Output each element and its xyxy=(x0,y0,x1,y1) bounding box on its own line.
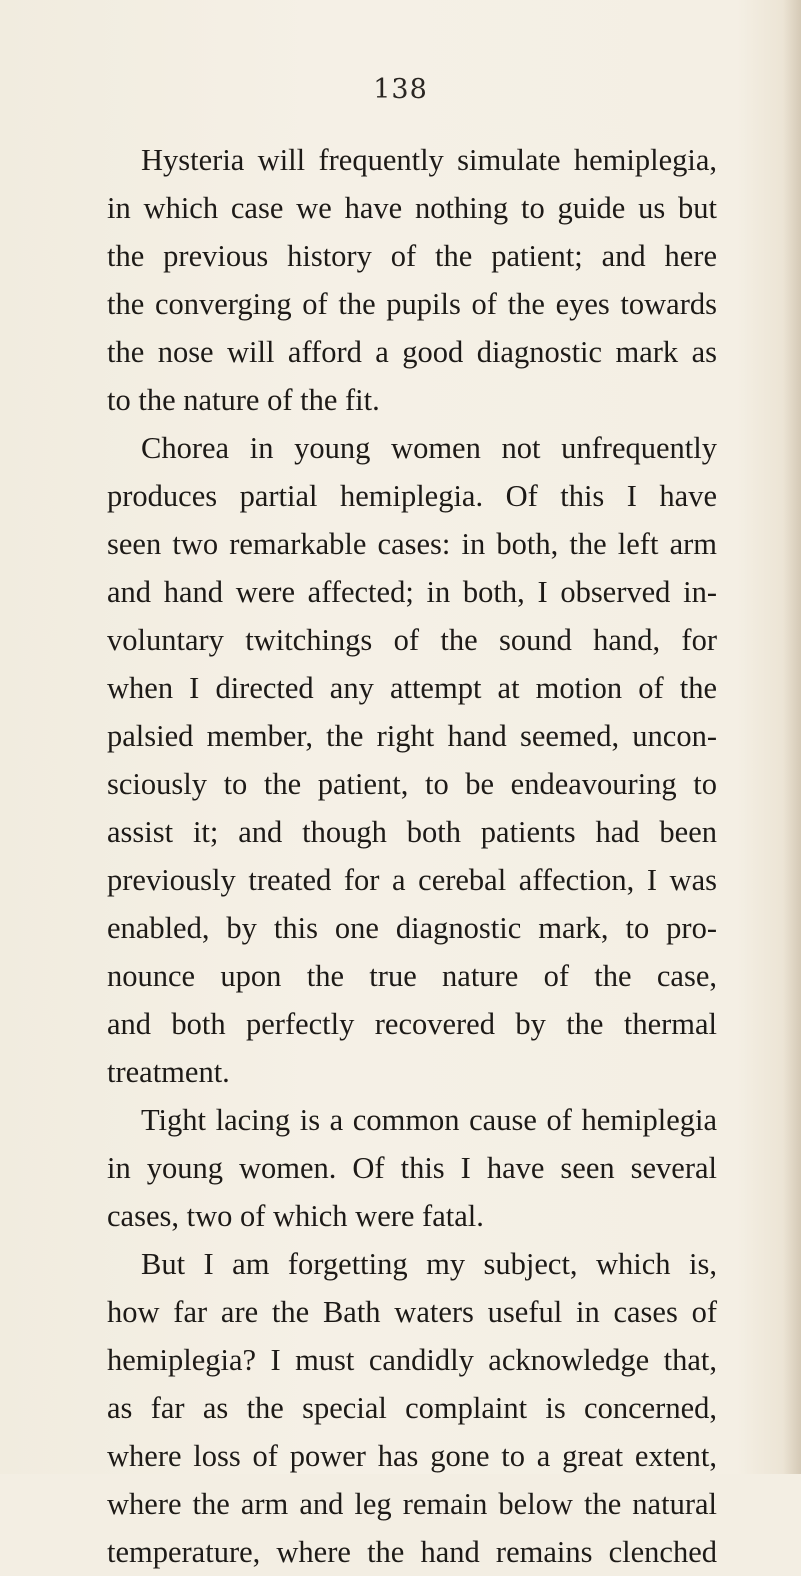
text-line: Tight lacing is a common cause of hemiplegia xyxy=(141,1103,717,1137)
text-line: enabled, by this one diagnostic mark, to pro- xyxy=(107,911,717,945)
text-line: in which case we have nothing to guide us but xyxy=(107,191,717,225)
text-line: when I directed any attempt at motion of the xyxy=(107,671,717,705)
text-line: treatment. xyxy=(107,1055,230,1089)
text-line: temperature, where the hand remains clenched xyxy=(107,1535,717,1569)
text-line: palsied member, the right hand seemed, uncon- xyxy=(107,719,717,753)
page-edge-shadow xyxy=(783,0,801,1474)
text-line: and hand were affected; in both, I observed in- xyxy=(107,575,717,609)
text-line: hemiplegia? I must candidly acknowledge that, xyxy=(107,1343,717,1377)
page-number: 138 xyxy=(373,74,428,105)
text-line: how far are the Bath waters useful in cases of xyxy=(107,1295,717,1329)
text-line: voluntary twitchings of the sound hand, for xyxy=(107,623,717,657)
text-line: where loss of power has gone to a great extent, xyxy=(107,1439,717,1473)
body-text xyxy=(107,136,717,1576)
text-line: the previous history of the patient; and here xyxy=(107,239,717,273)
text-line: the converging of the pupils of the eyes towards xyxy=(107,287,717,321)
text-line: nounce upon the true nature of the case, xyxy=(107,959,717,993)
text-line: assist it; and though both patients had been xyxy=(107,815,717,849)
text-line: the nose will afford a good diagnostic mark as xyxy=(107,335,717,369)
text-line: Hysteria will frequently simulate hemiplegia, xyxy=(141,143,717,177)
text-line: Chorea in young women not unfrequently xyxy=(141,431,717,465)
text-line: to the nature of the fit. xyxy=(107,383,380,417)
text-line: previously treated for a cerebal affection, I was xyxy=(107,863,717,897)
text-line: in young women. Of this I have seen several xyxy=(107,1151,717,1185)
text-line: where the arm and leg remain below the natural xyxy=(107,1487,717,1521)
text-line: and both perfectly recovered by the thermal xyxy=(107,1007,717,1041)
text-line: But I am forgetting my subject, which is, xyxy=(141,1247,717,1281)
text-line: cases, two of which were fatal. xyxy=(107,1199,484,1233)
text-line: as far as the special complaint is concerned, xyxy=(107,1391,717,1425)
text-line: produces partial hemiplegia. Of this I have xyxy=(107,479,717,513)
text-line: sciously to the patient, to be endeavouring to xyxy=(107,767,717,801)
text-line: seen two remarkable cases: in both, the left arm xyxy=(107,527,717,561)
